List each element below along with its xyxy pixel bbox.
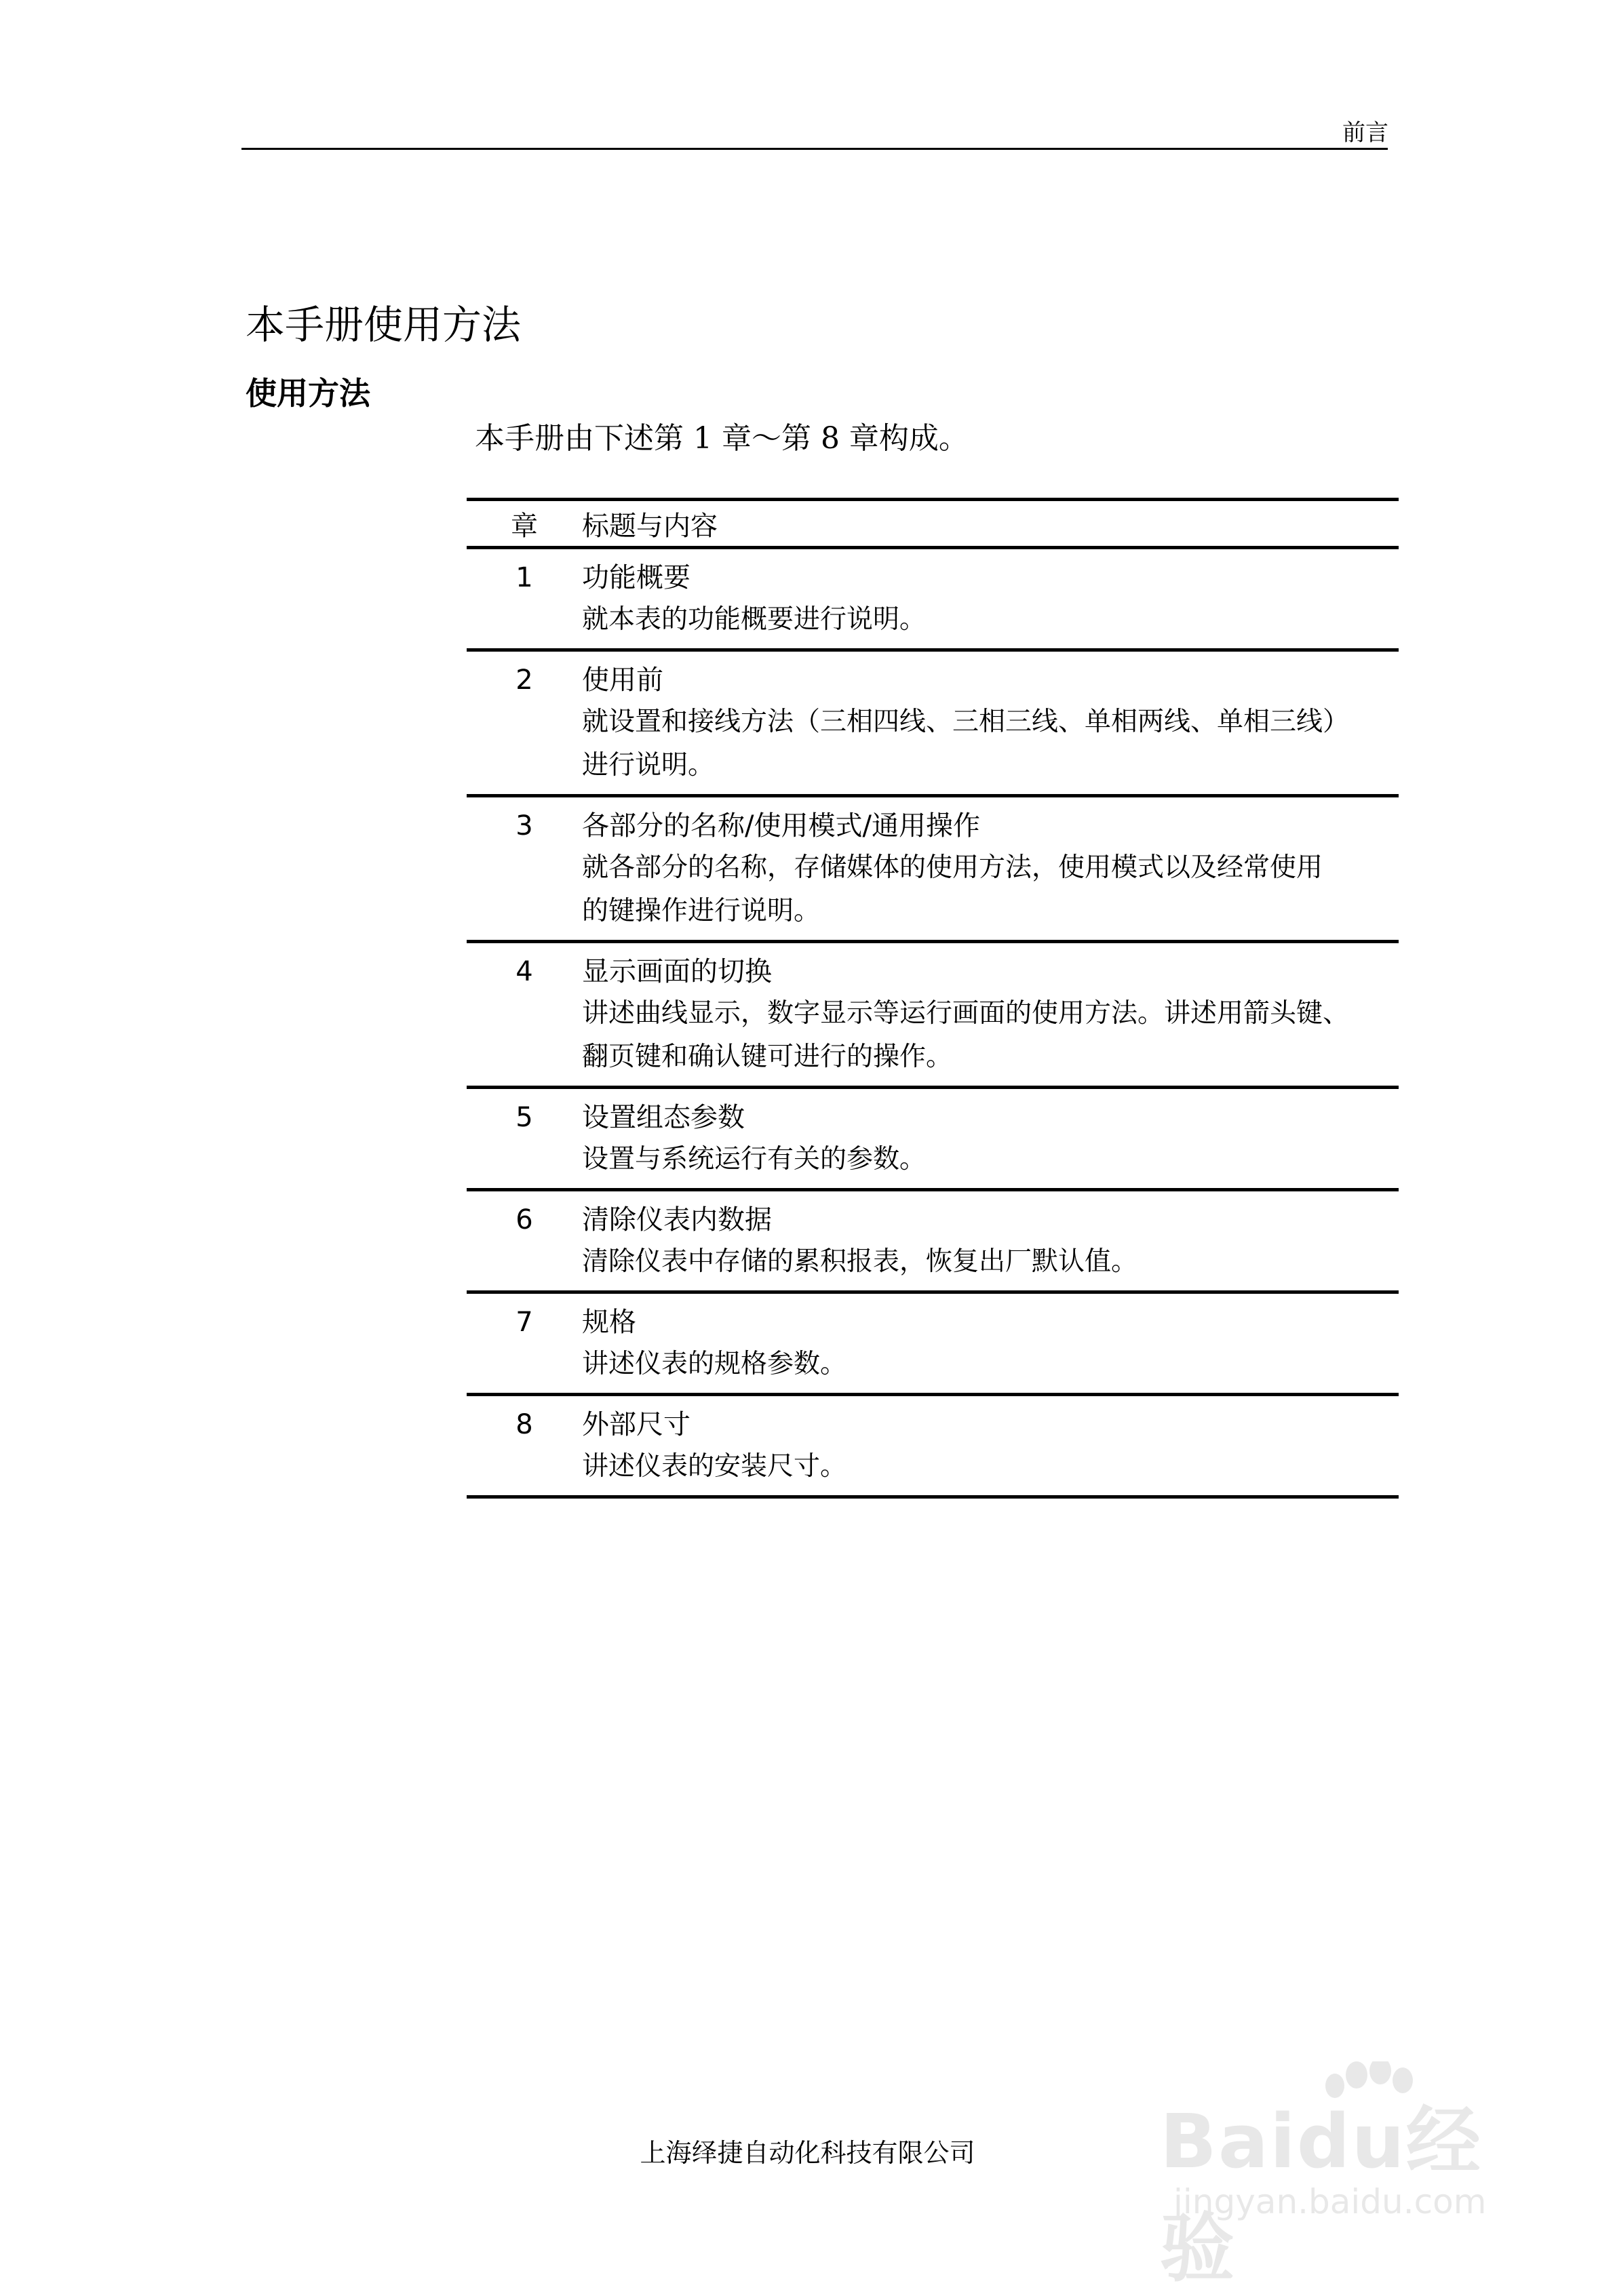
table-row [467, 943, 1399, 1089]
chapter-number: 5 [515, 1102, 533, 1133]
sub-title: 使用方法 [246, 375, 370, 412]
footer-company: 上海绎捷自动化科技有限公司 [640, 2138, 975, 2168]
chapter-number: 6 [515, 1204, 533, 1235]
table-row [467, 797, 1399, 943]
table-row [467, 1191, 1399, 1294]
table-row [467, 1089, 1399, 1191]
table-row [467, 1396, 1399, 1499]
chapter-description: 设置与系统运行有关的参数。 [582, 1144, 927, 1174]
header-chapter: 章 [511, 510, 538, 542]
chapter-description: 清除仪表中存储的累积报表，恢复出厂默认值。 [582, 1246, 1138, 1277]
chapter-description: 讲述曲线显示，数字显示等运行画面的使用方法。讲述用箭头键、 翻页键和确认键可进行的操作。 [582, 998, 1350, 1072]
chapter-number: 3 [515, 810, 533, 842]
chapter-number: 4 [515, 956, 533, 987]
chapter-title: 规格 [582, 1307, 636, 1338]
chapter-title: 清除仪表内数据 [582, 1204, 772, 1235]
chapter-title: 设置组态参数 [582, 1102, 745, 1133]
chapter-number: 1 [515, 562, 533, 593]
chapter-title: 功能概要 [582, 562, 690, 593]
header-content: 标题与内容 [582, 510, 718, 542]
chapter-number: 7 [515, 1307, 533, 1338]
chapter-table [467, 498, 1399, 1499]
chapter-description: 就本表的功能概要进行说明。 [582, 604, 927, 635]
chapter-title: 使用前 [582, 665, 663, 696]
chapter-description: 讲述仪表的规格参数。 [582, 1349, 847, 1379]
chapter-description: 就各部分的名称，存储媒体的使用方法，使用模式以及经常使用 的键操作进行说明。 [582, 852, 1323, 926]
watermark-main-text: Baidu经验 [1160, 2098, 1482, 2292]
section-title: 本手册使用方法 [246, 302, 522, 348]
table-row [467, 1294, 1399, 1396]
intro-text: 本手册由下述第 1 章～第 8 章构成。 [475, 421, 969, 456]
chapter-number: 8 [515, 1409, 533, 1440]
chapter-title: 显示画面的切换 [582, 956, 772, 987]
chapter-title: 外部尺寸 [582, 1409, 690, 1440]
chapter-description: 就设置和接线方法（三相四线、三相三线、单相两线、单相三线） 进行说明。 [582, 707, 1350, 780]
table-row [467, 652, 1399, 797]
chapter-title: 各部分的名称/使用模式/通用操作 [582, 810, 980, 842]
watermark-sub-text: jingyan.baidu.com [1173, 2182, 1487, 2221]
page-header-label: 前言 [1342, 119, 1388, 146]
table-row [467, 549, 1399, 652]
header-rule [241, 148, 1388, 150]
chapter-number: 2 [515, 665, 533, 696]
baidu-watermark [1153, 2061, 1533, 2292]
table-header-row [467, 501, 1399, 549]
chapter-description: 讲述仪表的安装尺寸。 [582, 1451, 847, 1482]
